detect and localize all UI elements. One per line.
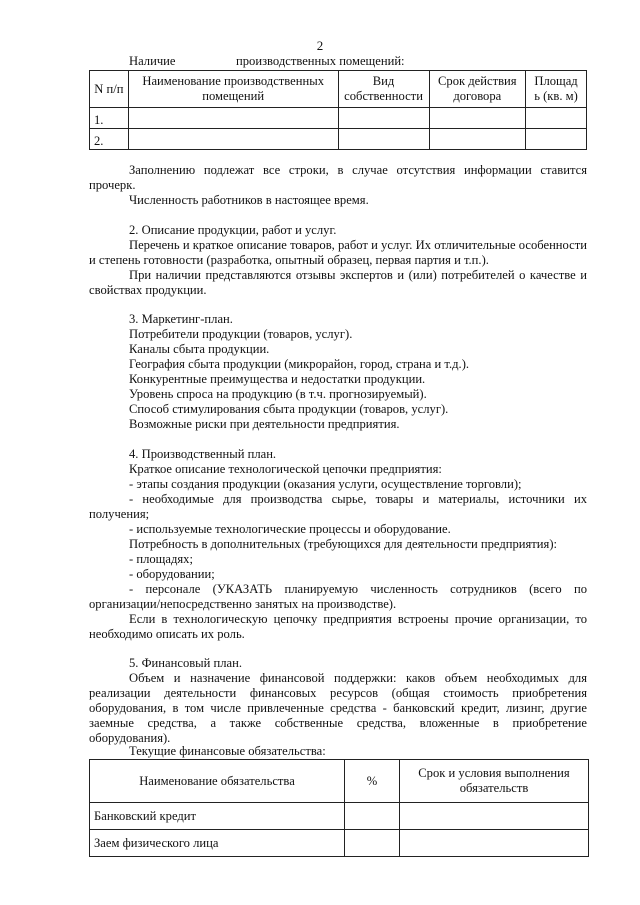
row-number: 1. [90, 108, 129, 129]
needs-line: Потребность в дополнительных (требующихся для деятельности предприятия): [129, 537, 558, 551]
col-number: N п/п [90, 71, 129, 108]
section-5-title: 5. Финансовый план. [129, 656, 243, 670]
list-item: Потребители продукции (товаров, услуг). [129, 327, 353, 341]
col-area: Площад ь (кв. м) [526, 71, 587, 108]
list-item: Каналы сбыта продукции. [129, 342, 270, 356]
page-number: 2 [316, 38, 324, 53]
section-4-title: 4. Производственный план. [129, 447, 277, 461]
col-premises-name: Наименование производственных помещений [128, 71, 338, 108]
table-header-row [90, 71, 587, 108]
section-3-title: 3. Маркетинг-план. [129, 312, 233, 326]
row-number: 2. [90, 129, 129, 150]
table-row [90, 129, 587, 150]
col-ownership: Вид собственности [338, 71, 429, 108]
section-2-title: 2. Описание продукции, работ и услуг. [129, 223, 337, 237]
chain-description: Краткое описание технологической цепочки предприятия: [129, 462, 442, 476]
table-header-row [90, 760, 589, 803]
list-item: - персонале (УКАЗАТЬ планируемую численность сотрудников (всего по организации/непосредственно занятых на производстве). [89, 582, 587, 611]
col-percent: % [345, 760, 400, 803]
premises-heading-right: производственных помещений: [236, 54, 405, 68]
col-obligation-name: Наименование обязательства [90, 760, 345, 803]
obligation-name: Заем физического лица [90, 830, 345, 857]
premises-table [89, 70, 587, 150]
col-contract-term: Срок действия договора [429, 71, 526, 108]
list-item: Способ стимулирования сбыта продукции (товаров, услуг). [129, 402, 449, 416]
list-item: - оборудовании; [129, 567, 215, 581]
list-item: - необходимые для производства сырье, товары и материалы, источники их получения; [89, 492, 587, 521]
table-row [90, 803, 589, 830]
other-organizations-paragraph: Если в технологическую цепочку предприятия встроены прочие организации, то необходимо описать их роль. [89, 612, 587, 641]
list-item: - площадях; [129, 552, 193, 566]
staff-count-line: Численность работников в настоящее время. [129, 193, 369, 207]
section-2-paragraph-2: При наличии представляются отзывы экспертов и (или) потребителей о качестве и свойствах продукции. [89, 268, 587, 297]
list-item: Уровень спроса на продукцию (в т.ч. прогнозируемый). [129, 387, 427, 401]
obligations-table [89, 759, 589, 857]
list-item: География сбыта продукции (микрорайон, город, страна и т.д.). [129, 357, 470, 371]
table-row [90, 830, 589, 857]
obligations-heading: Текущие финансовые обязательства: [129, 744, 326, 758]
col-obligation-terms: Срок и условия выполнения обязательств [400, 760, 589, 803]
list-item: - используемые технологические процессы и оборудование. [129, 522, 451, 536]
fill-note: Заполнению подлежат все строки, в случае отсутствия информации ставится прочерк. [89, 163, 587, 192]
obligation-name: Банковский кредит [90, 803, 345, 830]
table-row [90, 108, 587, 129]
premises-heading-left: Наличие [129, 54, 176, 68]
list-item: - этапы создания продукции (оказания услуги, осуществление торговли); [129, 477, 522, 491]
section-5-paragraph: Объем и назначение финансовой поддержки: каков объем необходимых для реализации деятельности финансовых ресурсов (общая стоимость приобретения оборудования, в том числе привлеченные средства - банковский кредит, лизинг, другие заемные средства, а также собственные средства, вложенные в приобретение оборудования). [89, 671, 587, 745]
list-item: Возможные риски при деятельности предприятия. [129, 417, 400, 431]
list-item: Конкурентные преимущества и недостатки продукции. [129, 372, 426, 386]
section-2-paragraph-1: Перечень и краткое описание товаров, работ и услуг. Их отличительные особенности и степень готовности (разработка, опытный образец, первая партия и т.п.). [89, 238, 587, 267]
